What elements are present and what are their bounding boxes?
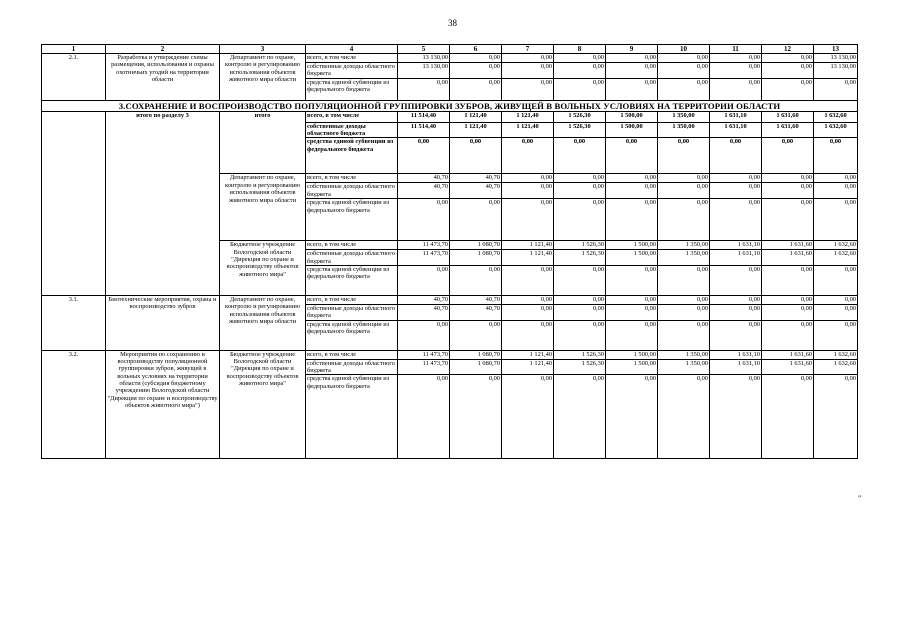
- funding-source: собственные доходы областного бюджета: [306, 359, 398, 375]
- value-cell: 0,00: [398, 78, 450, 100]
- value-cell: 1 526,30: [554, 111, 606, 122]
- value-cell: 0,00: [502, 375, 554, 459]
- value-cell: 1 121,40: [450, 111, 502, 122]
- value-cell: 11 514,40: [398, 122, 450, 138]
- value-cell: 11 473,70: [398, 241, 450, 250]
- value-cell: 1 631,10: [710, 111, 762, 122]
- row-number: 3.1.: [42, 295, 106, 350]
- value-cell: 0,00: [398, 265, 450, 295]
- value-cell: 0,00: [710, 375, 762, 459]
- funding-source: всего, в том числе: [306, 54, 398, 63]
- value-cell: 1 631,60: [762, 111, 814, 122]
- value-cell: 1 632,60: [814, 111, 858, 122]
- value-cell: 0,00: [554, 295, 606, 304]
- value-cell: 1 350,00: [658, 350, 710, 359]
- value-cell: 0,00: [554, 304, 606, 320]
- section-title: 3.СОХРАНЕНИЕ И ВОСПРОИЗВОДСТВО ПОПУЛЯЦИОННОЙ ГРУППИРОВКИ ЗУБРОВ, ЖИВУЩЕЙ В ВОЛЬНЫХ УСЛОВИЯХ НА ТЕРРИТОРИИ ОБЛАСТИ: [42, 100, 858, 111]
- value-cell: 0,00: [450, 375, 502, 459]
- value-cell: 0,00: [814, 295, 858, 304]
- value-cell: 1 350,00: [658, 359, 710, 375]
- value-cell: 0,00: [710, 174, 762, 183]
- value-cell: 0,00: [814, 174, 858, 183]
- value-cell: 0,00: [658, 199, 710, 241]
- value-cell: 0,00: [450, 265, 502, 295]
- header-cell: 11: [710, 45, 762, 54]
- value-cell: 0,00: [502, 63, 554, 79]
- value-cell: 0,00: [658, 63, 710, 79]
- value-cell: 1 526,30: [554, 241, 606, 250]
- page-number: 38: [448, 18, 457, 28]
- value-cell: 1 121,40: [502, 111, 554, 122]
- funding-source: всего, в том числе: [306, 241, 398, 250]
- value-cell: 0,00: [658, 78, 710, 100]
- value-cell: 0,00: [606, 78, 658, 100]
- value-cell: 0,00: [762, 54, 814, 63]
- value-cell: 1 500,00: [606, 122, 658, 138]
- value-cell: 0,00: [814, 375, 858, 459]
- value-cell: 11 473,70: [398, 250, 450, 266]
- value-cell: 0,00: [554, 63, 606, 79]
- value-cell: 13 130,00: [814, 54, 858, 63]
- value-cell: 0,00: [450, 199, 502, 241]
- value-cell: 0,00: [450, 320, 502, 350]
- value-cell: 11 473,70: [398, 350, 450, 359]
- row-number: 2.1.: [42, 54, 106, 101]
- header-cell: 3: [220, 45, 306, 54]
- value-cell: 0,00: [710, 199, 762, 241]
- value-cell: 0,00: [762, 265, 814, 295]
- value-cell: 0,00: [606, 183, 658, 199]
- value-cell: 0,00: [710, 78, 762, 100]
- header-cell: 5: [398, 45, 450, 54]
- value-cell: 0,00: [450, 138, 502, 174]
- value-cell: 1 631,10: [710, 241, 762, 250]
- value-cell: 0,00: [710, 304, 762, 320]
- value-cell: 1 632,60: [814, 359, 858, 375]
- value-cell: 0,00: [502, 78, 554, 100]
- row-number: 3.2.: [42, 350, 106, 459]
- value-cell: 1 500,00: [606, 359, 658, 375]
- value-cell: 1 631,60: [762, 241, 814, 250]
- funding-source: всего, в том числе: [306, 111, 398, 122]
- value-cell: 1 631,60: [762, 250, 814, 266]
- header-cell: 13: [814, 45, 858, 54]
- value-cell: 0,00: [658, 320, 710, 350]
- header-cell: 10: [658, 45, 710, 54]
- value-cell: 0,00: [606, 174, 658, 183]
- value-cell: 0,00: [762, 375, 814, 459]
- value-cell: 0,00: [554, 199, 606, 241]
- value-cell: 1 500,00: [606, 350, 658, 359]
- value-cell: 0,00: [814, 138, 858, 174]
- value-cell: 0,00: [554, 54, 606, 63]
- value-cell: 0,00: [710, 265, 762, 295]
- value-cell: 1 632,60: [814, 122, 858, 138]
- funding-source: средства единой субвенции из федерального бюджета: [306, 265, 398, 295]
- value-cell: 0,00: [554, 375, 606, 459]
- header-cell: 6: [450, 45, 502, 54]
- value-cell: 0,00: [658, 295, 710, 304]
- value-cell: 0,00: [606, 265, 658, 295]
- value-cell: 1 632,60: [814, 350, 858, 359]
- value-cell: 0,00: [606, 320, 658, 350]
- closing-quote: ": [858, 494, 862, 503]
- value-cell: 1 631,10: [710, 250, 762, 266]
- funding-source: всего, в том числе: [306, 174, 398, 183]
- table-row: [42, 350, 858, 359]
- value-cell: 1 121,40: [450, 122, 502, 138]
- value-cell: 0,00: [606, 304, 658, 320]
- value-cell: 1 121,40: [502, 122, 554, 138]
- executor-cell: Департамент по охране, контролю и регулированию использования объектов животного мира области: [220, 295, 306, 350]
- row-name: Биотехнические мероприятия, охрана и воспроизводство зубров: [106, 295, 220, 350]
- value-cell: 0,00: [606, 63, 658, 79]
- value-cell: 0,00: [554, 138, 606, 174]
- value-cell: 0,00: [502, 320, 554, 350]
- funding-source: всего, в том числе: [306, 350, 398, 359]
- table-row: [42, 111, 858, 122]
- value-cell: 40,70: [398, 174, 450, 183]
- value-cell: 0,00: [658, 183, 710, 199]
- header-cell: 2: [106, 45, 220, 54]
- value-cell: 40,70: [398, 304, 450, 320]
- value-cell: 1 631,60: [762, 359, 814, 375]
- value-cell: 1 500,00: [606, 111, 658, 122]
- value-cell: 0,00: [398, 320, 450, 350]
- funding-source: средства единой субвенции из федерального бюджета: [306, 320, 398, 350]
- value-cell: 1 631,60: [762, 122, 814, 138]
- funding-source: всего, в том числе: [306, 295, 398, 304]
- funding-source: собственные доходы областного бюджета: [306, 304, 398, 320]
- header-cell: 4: [306, 45, 398, 54]
- funding-source: собственные доходы областного бюджета: [306, 63, 398, 79]
- value-cell: 1 350,00: [658, 250, 710, 266]
- executor-cell: Департамент по охране, контролю и регулированию использования объектов животного мира области: [220, 174, 306, 241]
- value-cell: 1 632,60: [814, 250, 858, 266]
- value-cell: 1 350,00: [658, 241, 710, 250]
- funding-source: средства единой субвенции из федерального бюджета: [306, 78, 398, 100]
- value-cell: 0,00: [554, 174, 606, 183]
- value-cell: 0,00: [606, 375, 658, 459]
- value-cell: 0,00: [762, 138, 814, 174]
- value-cell: 11 473,70: [398, 359, 450, 375]
- value-cell: 0,00: [502, 138, 554, 174]
- value-cell: 0,00: [762, 304, 814, 320]
- value-cell: 0,00: [814, 183, 858, 199]
- value-cell: 0,00: [710, 320, 762, 350]
- value-cell: 0,00: [502, 265, 554, 295]
- value-cell: 1 080,70: [450, 350, 502, 359]
- value-cell: 0,00: [762, 78, 814, 100]
- value-cell: 0,00: [554, 183, 606, 199]
- value-cell: 0,00: [450, 54, 502, 63]
- table-row: [42, 54, 858, 63]
- value-cell: 0,00: [658, 304, 710, 320]
- value-cell: 0,00: [502, 304, 554, 320]
- value-cell: 0,00: [502, 174, 554, 183]
- header-cell: 9: [606, 45, 658, 54]
- value-cell: 0,00: [814, 199, 858, 241]
- value-cell: 40,70: [450, 174, 502, 183]
- funding-source: собственные доходы областного бюджета: [306, 250, 398, 266]
- header-cell: 12: [762, 45, 814, 54]
- value-cell: 0,00: [606, 54, 658, 63]
- value-cell: 0,00: [762, 183, 814, 199]
- value-cell: 0,00: [606, 295, 658, 304]
- value-cell: 0,00: [814, 320, 858, 350]
- value-cell: 40,70: [398, 295, 450, 304]
- value-cell: 1 350,00: [658, 111, 710, 122]
- header-cell: 8: [554, 45, 606, 54]
- funding-source: собственные доходы областного бюджета: [306, 183, 398, 199]
- value-cell: 1 080,70: [450, 359, 502, 375]
- value-cell: 0,00: [658, 375, 710, 459]
- value-cell: 1 631,10: [710, 350, 762, 359]
- value-cell: 0,00: [554, 265, 606, 295]
- value-cell: 0,00: [814, 265, 858, 295]
- value-cell: 40,70: [450, 304, 502, 320]
- value-cell: 11 514,40: [398, 111, 450, 122]
- value-cell: 1 121,40: [502, 350, 554, 359]
- value-cell: 40,70: [398, 183, 450, 199]
- value-cell: 1 080,70: [450, 250, 502, 266]
- value-cell: 1 350,00: [658, 122, 710, 138]
- value-cell: 1 500,00: [606, 250, 658, 266]
- value-cell: 0,00: [762, 320, 814, 350]
- executor-cell: Бюджетное учреждение Вологодской области "Дирекция по охране и воспроизводству объектов животного мира": [220, 241, 306, 296]
- value-cell: 0,00: [554, 320, 606, 350]
- value-cell: 40,70: [450, 183, 502, 199]
- row-name: Разработка и утверждение схемы размещения, использования и охраны охотничьих угодий на территории области: [106, 54, 220, 101]
- value-cell: 13 130,00: [398, 63, 450, 79]
- value-cell: 0,00: [762, 295, 814, 304]
- value-cell: 1 500,00: [606, 241, 658, 250]
- value-cell: 1 080,70: [450, 241, 502, 250]
- value-cell: 0,00: [762, 174, 814, 183]
- value-cell: 0,00: [606, 138, 658, 174]
- value-cell: 0,00: [814, 304, 858, 320]
- value-cell: 1 631,60: [762, 350, 814, 359]
- value-cell: 13 130,00: [814, 63, 858, 79]
- value-cell: 0,00: [502, 199, 554, 241]
- value-cell: 0,00: [450, 78, 502, 100]
- value-cell: 0,00: [502, 295, 554, 304]
- executor-cell: итого: [220, 111, 306, 174]
- value-cell: 0,00: [658, 174, 710, 183]
- value-cell: 0,00: [710, 138, 762, 174]
- value-cell: 0,00: [658, 54, 710, 63]
- value-cell: 40,70: [450, 295, 502, 304]
- row-name: Мероприятия по сохранению и воспроизводству популяционной группировки зубров, живущей в вольных условиях на территории области (субсидия бюджетному учреждению Вологодской области "Дирекция по охране и воспроизводству объектов животного мира"): [106, 350, 220, 459]
- value-cell: 1 121,40: [502, 241, 554, 250]
- section-title-row: [42, 100, 858, 111]
- value-cell: 13 130,00: [398, 54, 450, 63]
- header-row: [42, 45, 858, 54]
- value-cell: 0,00: [398, 199, 450, 241]
- value-cell: 0,00: [502, 183, 554, 199]
- value-cell: 0,00: [658, 138, 710, 174]
- value-cell: 1 632,60: [814, 241, 858, 250]
- value-cell: 1 631,10: [710, 359, 762, 375]
- value-cell: 1 526,30: [554, 122, 606, 138]
- table-row: [42, 295, 858, 304]
- value-cell: 0,00: [554, 78, 606, 100]
- value-cell: 0,00: [762, 63, 814, 79]
- funding-source: средства единой субвенции из федерального бюджета: [306, 199, 398, 241]
- value-cell: 0,00: [398, 375, 450, 459]
- value-cell: 0,00: [502, 54, 554, 63]
- header-cell: 7: [502, 45, 554, 54]
- budget-table: [41, 44, 858, 459]
- funding-source: средства единой субвенции из федерального бюджета: [306, 375, 398, 459]
- value-cell: 0,00: [398, 138, 450, 174]
- value-cell: 1 526,30: [554, 250, 606, 266]
- value-cell: 0,00: [710, 54, 762, 63]
- value-cell: 0,00: [606, 199, 658, 241]
- value-cell: 1 526,30: [554, 359, 606, 375]
- value-cell: 0,00: [658, 265, 710, 295]
- value-cell: 0,00: [762, 199, 814, 241]
- value-cell: 1 631,10: [710, 122, 762, 138]
- value-cell: 0,00: [710, 295, 762, 304]
- executor-cell: Департамент по охране, контролю и регулированию использования объектов животного мира области: [220, 54, 306, 101]
- funding-source: собственные доходы областного бюджета: [306, 122, 398, 138]
- value-cell: 1 121,40: [502, 359, 554, 375]
- value-cell: 0,00: [710, 183, 762, 199]
- value-cell: 1 526,30: [554, 350, 606, 359]
- row-number: [42, 111, 106, 295]
- value-cell: 0,00: [450, 63, 502, 79]
- header-cell: 1: [42, 45, 106, 54]
- row-name: итого по разделу 3: [106, 111, 220, 295]
- value-cell: 1 121,40: [502, 250, 554, 266]
- funding-source: средства единой субвенции из федерального бюджета: [306, 138, 398, 174]
- value-cell: 0,00: [814, 78, 858, 100]
- executor-cell: Бюджетное учреждение Вологодской области "Дирекция по охране и воспроизводству объектов животного мира": [220, 350, 306, 459]
- value-cell: 0,00: [710, 63, 762, 79]
